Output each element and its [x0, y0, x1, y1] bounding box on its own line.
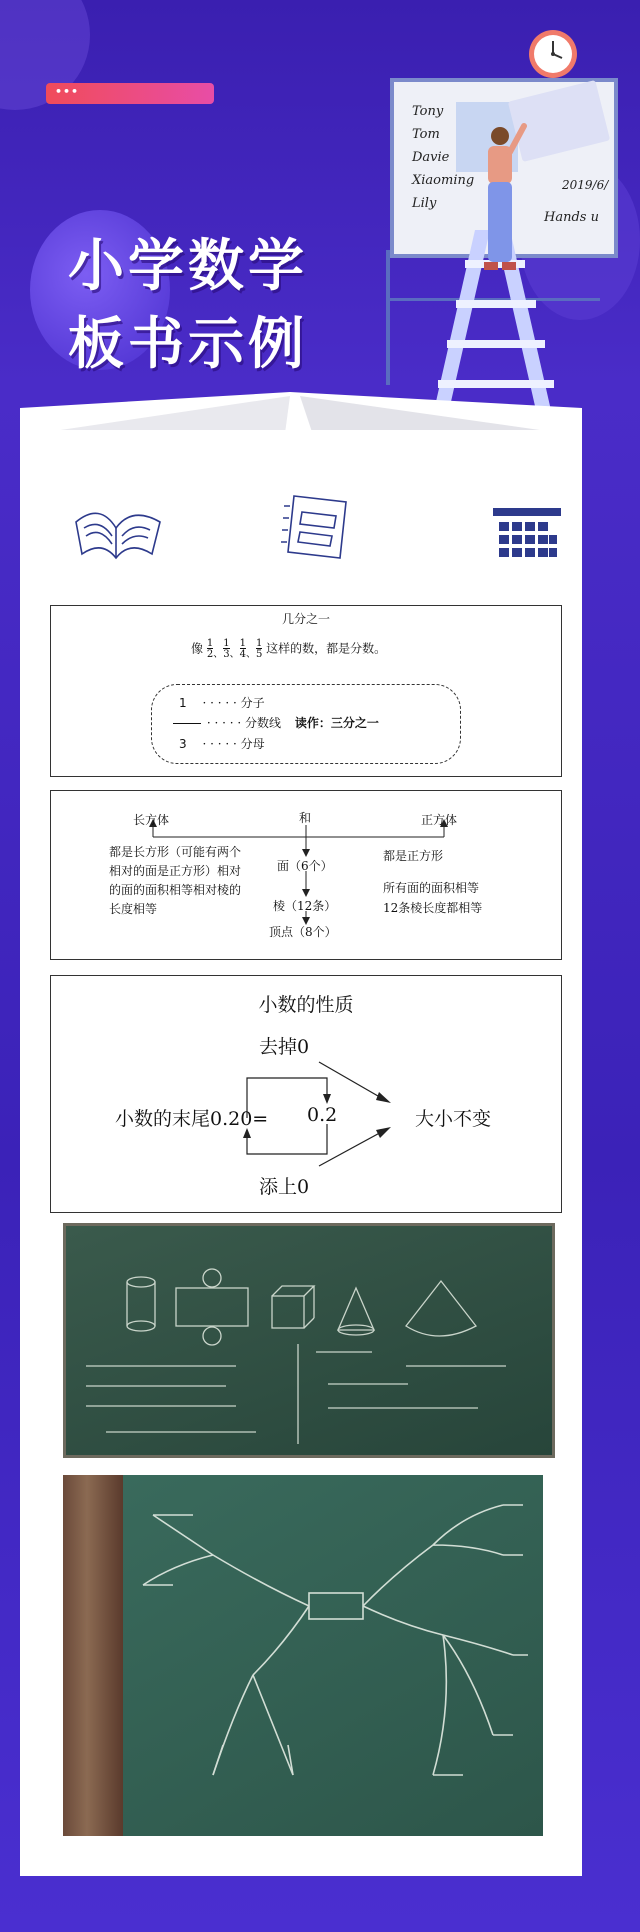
- feature-face: 面（6个）: [277, 859, 333, 873]
- calendar-icon: [493, 508, 561, 568]
- whiteboard-name: Tom: [412, 127, 440, 142]
- fraction-line-row: [173, 714, 379, 731]
- cuboid-cube-box: [50, 790, 562, 960]
- cube-text-3: 12条棱长度都相等: [383, 901, 483, 915]
- fraction-intro: [191, 638, 386, 660]
- fraction-list: $\frac{1}{2}$、$\frac{1}{3}$、$\frac{1}{4}$、$\frac{1}{5}$: [206, 638, 263, 660]
- fraction-numerator: 1: [206, 638, 214, 649]
- fraction-line: [173, 723, 201, 724]
- mindmap-drawings: [63, 1475, 543, 1836]
- page-title-line1: 小学数学: [68, 234, 308, 299]
- fraction-reading: 读作：三分之一: [294, 716, 379, 730]
- numerator-value: 1: [179, 696, 187, 710]
- cube-text-2: 所有面的面积相等: [383, 881, 480, 895]
- whiteboard-date: 2019/6/: [562, 178, 609, 192]
- book-icon: [70, 488, 166, 568]
- fraction-intro-prefix: 像: [191, 641, 204, 656]
- fraction-line-label: 分数线: [245, 716, 282, 730]
- decimal-middle-value: 0.2: [307, 1104, 338, 1126]
- fraction-denominator: 3: [223, 649, 230, 660]
- feature-edge: 棱（12条）: [273, 899, 337, 913]
- fraction-denominator: 5: [255, 649, 263, 660]
- page-title-line2: 板书示例: [68, 312, 308, 377]
- fraction-denominator: 2: [206, 649, 214, 660]
- header-tag: •••: [46, 83, 214, 104]
- fraction-denominator: 4: [239, 649, 246, 660]
- chalkboard-photo-mindmap: [63, 1475, 543, 1836]
- chalkboard-photo-geometry: [63, 1223, 555, 1458]
- denominator-value: 3: [179, 737, 187, 751]
- cube-text-1: 都是正方形: [383, 849, 444, 863]
- numerator-label: 分子: [240, 696, 265, 710]
- whiteboard-name: Tony: [412, 104, 444, 119]
- fraction-box: [50, 605, 562, 777]
- denominator-dots: · · · · ·: [202, 737, 237, 751]
- numerator-row: [179, 694, 265, 711]
- and-heading: 和: [299, 811, 312, 825]
- decimal-left-expression: 小数的末尾0.20=: [115, 1108, 269, 1130]
- fraction-box-title: 几分之一: [281, 612, 330, 626]
- fraction-line-dots: · · · · ·: [206, 716, 242, 730]
- remove-zero-label: 去掉0: [259, 1036, 310, 1058]
- decimal-result: 大小不变: [415, 1108, 492, 1130]
- cuboid-heading: 长方体: [133, 813, 170, 827]
- whiteboard-stand: [386, 250, 390, 385]
- denominator-label: 分母: [240, 737, 265, 751]
- whiteboard-phrase: Hands u: [544, 210, 599, 225]
- denominator-row: [179, 735, 265, 752]
- add-zero-label: 添上0: [259, 1176, 310, 1198]
- cuboid-description: 都是长方形（可能有两个相对的面是正方形）相对的面的面积相等相对棱的长度相等: [109, 845, 242, 916]
- numerator-dots: · · · · ·: [202, 696, 237, 710]
- person-illustration: [468, 122, 528, 282]
- whiteboard-name: Lily: [412, 196, 437, 211]
- decimal-property-box: [50, 975, 562, 1213]
- feature-vertex: 顶点（8个）: [269, 925, 337, 939]
- fraction-numerator: 1: [239, 638, 246, 649]
- clock-icon: [527, 28, 579, 80]
- decimal-title: 小数的性质: [258, 994, 354, 1016]
- whiteboard-name: Xiaoming: [412, 173, 475, 188]
- fraction-numerator: 1: [255, 638, 263, 649]
- cube-heading: 正方体: [421, 813, 458, 827]
- fraction-intro-suffix: 这样的数，都是分数。: [266, 641, 387, 656]
- chalk-drawings: [66, 1226, 552, 1455]
- fraction-numerator: 1: [223, 638, 230, 649]
- whiteboard-name: Davie: [412, 150, 450, 165]
- notebook-icon: [280, 486, 356, 566]
